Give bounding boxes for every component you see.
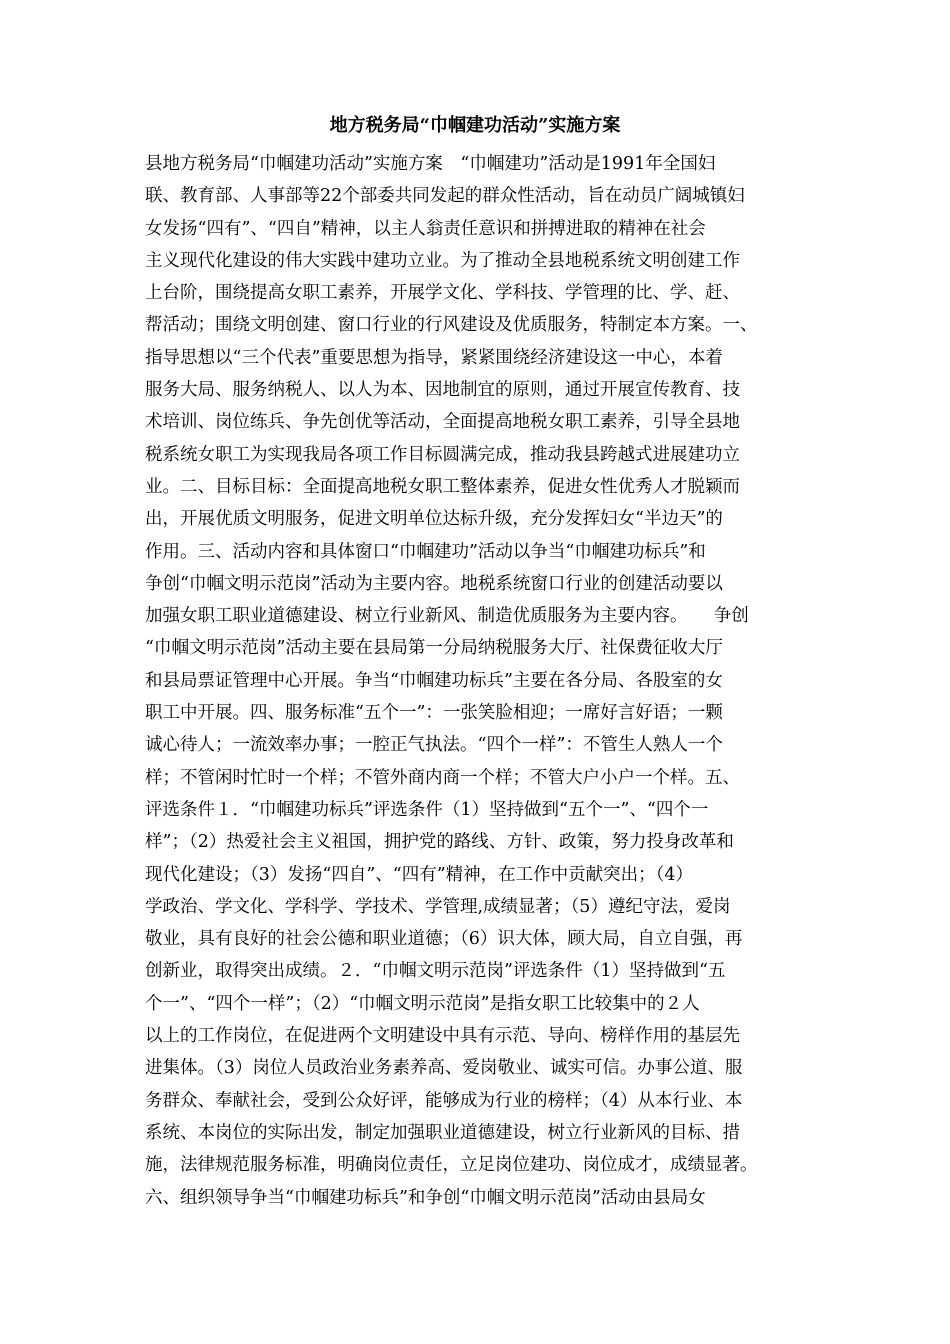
- body-line: 以上的工作岗位，在促进两个文明建设中具有示范、导向、榜样作用的基层先: [145, 1026, 740, 1047]
- body-line: 加强女职工职业道德建设、树立行业新风、制造优质服务为主要内容。 争创: [145, 606, 749, 627]
- document-body: [145, 148, 815, 1214]
- body-line: “巾帼文明示范岗”活动主要在县局第一分局纳税服务大厅、社保费征收大厅: [145, 638, 723, 659]
- body-line: 指导思想以“三个代表”重要思想为指导，紧紧围绕经济建设这一中心，本着: [145, 347, 723, 368]
- body-line: 争创“巾帼文明示范岗”活动为主要内容。地税系统窗口行业的创建活动要以: [145, 573, 723, 594]
- body-line: 主义现代化建设的伟大实践中建功立业。为了推动全县地税系统文明创建工作: [145, 250, 740, 271]
- body-line: 样；不管闲时忙时一个样；不管外商内商一个样；不管大户小户一个样。五、: [145, 767, 740, 788]
- body-line: 上台阶，围绕提高女职工素养，开展学文化、学科技、学管理的比、学、赶、: [145, 283, 740, 304]
- body-line: 县地方税务局“巾帼建功活动”实施方案 “巾帼建功”活动是1991年全国妇: [145, 154, 716, 174]
- body-line: 诚心待人；一流效率办事；一腔正气执法。“四个一样”：不管生人熟人一个: [145, 735, 723, 756]
- body-line: 联、教育部、人事部等22个部委共同发起的群众性活动，旨在动员广阔城镇妇: [145, 186, 745, 207]
- body-line: 和县局票证管理中心开展。争当“巾帼建功标兵”主要在各分局、各股室的女: [145, 670, 723, 691]
- body-line: 施，法律规范服务标准，明确岗位责任，立足岗位建功、岗位成才，成绩显著。: [145, 1155, 758, 1176]
- body-line: 系统、本岗位的实际出发，制定加强职业道德建设，树立行业新风的目标、措: [145, 1122, 740, 1143]
- body-line: 女发扬“四有”、“四自”精神，以主人翁责任意识和拼搏进取的精神在社会: [145, 218, 706, 239]
- body-line: 帮活动；围绕文明创建、窗口行业的行风建设及优质服务，特制定本方案。一、: [145, 315, 758, 336]
- body-line: 职工中开展。四、服务标准“五个一”：一张笑脸相迎；一席好言好语；一颗: [145, 703, 723, 724]
- body-line: 服务大局、服务纳税人、以人为本、因地制宜的原则，通过开展宣传教育、技: [145, 380, 740, 401]
- body-line: 业。二、目标目标：全面提高地税女职工整体素养，促进女性优秀人才脱颖而: [145, 476, 740, 497]
- body-line: 现代化建设；（3）发扬“四自”、“四有”精神，在工作中贡献突出；（4）: [145, 864, 694, 885]
- body-line: 术培训、岗位练兵、争先创优等活动，全面提高地税女职工素养，引导全县地: [145, 412, 740, 433]
- body-line: 税系统女职工为实现我局各项工作目标圆满完成，推动我县跨越式进展建功立: [145, 444, 740, 465]
- body-line: 六、组织领导争当“巾帼建功标兵”和争创“巾帼文明示范岗”活动由县局女: [145, 1187, 706, 1208]
- body-line: 样”；（2）热爱社会主义祖国，拥护党的路线、方针、政策，努力投身改革和: [145, 832, 734, 853]
- body-line: 进集体。（3）岗位人员政治业务素养高、爱岗敬业、诚实可信。办事公道、服: [145, 1058, 743, 1079]
- body-line: 出，开展优质文明服务，促进文明单位达标升级，充分发挥妇女“半边天”的: [145, 509, 723, 530]
- body-line: 个一”、“四个一样”；（2）“巾帼文明示范岗”是指女职工比较集中的２人: [145, 993, 700, 1014]
- body-line: 学政治、学文化、学科学、学技术、学管理,成绩显著；（5）遵纪守法，爱岗: [145, 896, 731, 917]
- body-line: 创新业，取得突出成绩。２．“巾帼文明示范岗”评选条件（1）坚持做到“五: [145, 961, 726, 982]
- body-line: 敬业，具有良好的社会公德和职业道德；（6）识大体，顾大局，自立自强，再: [145, 929, 743, 950]
- body-line: 评选条件１．“巾帼建功标兵”评选条件（1）坚持做到“五个一”、“四个一: [145, 799, 709, 820]
- body-line: 务群众、奉献社会，受到公众好评，能够成为行业的榜样；（4）从本行业、本: [145, 1090, 743, 1111]
- document-title: 地方税务局“巾帼建功活动”实施方案: [329, 115, 621, 136]
- body-line: 作用。三、活动内容和具体窗口“巾帼建功”活动以争当“巾帼建功标兵”和: [145, 541, 706, 562]
